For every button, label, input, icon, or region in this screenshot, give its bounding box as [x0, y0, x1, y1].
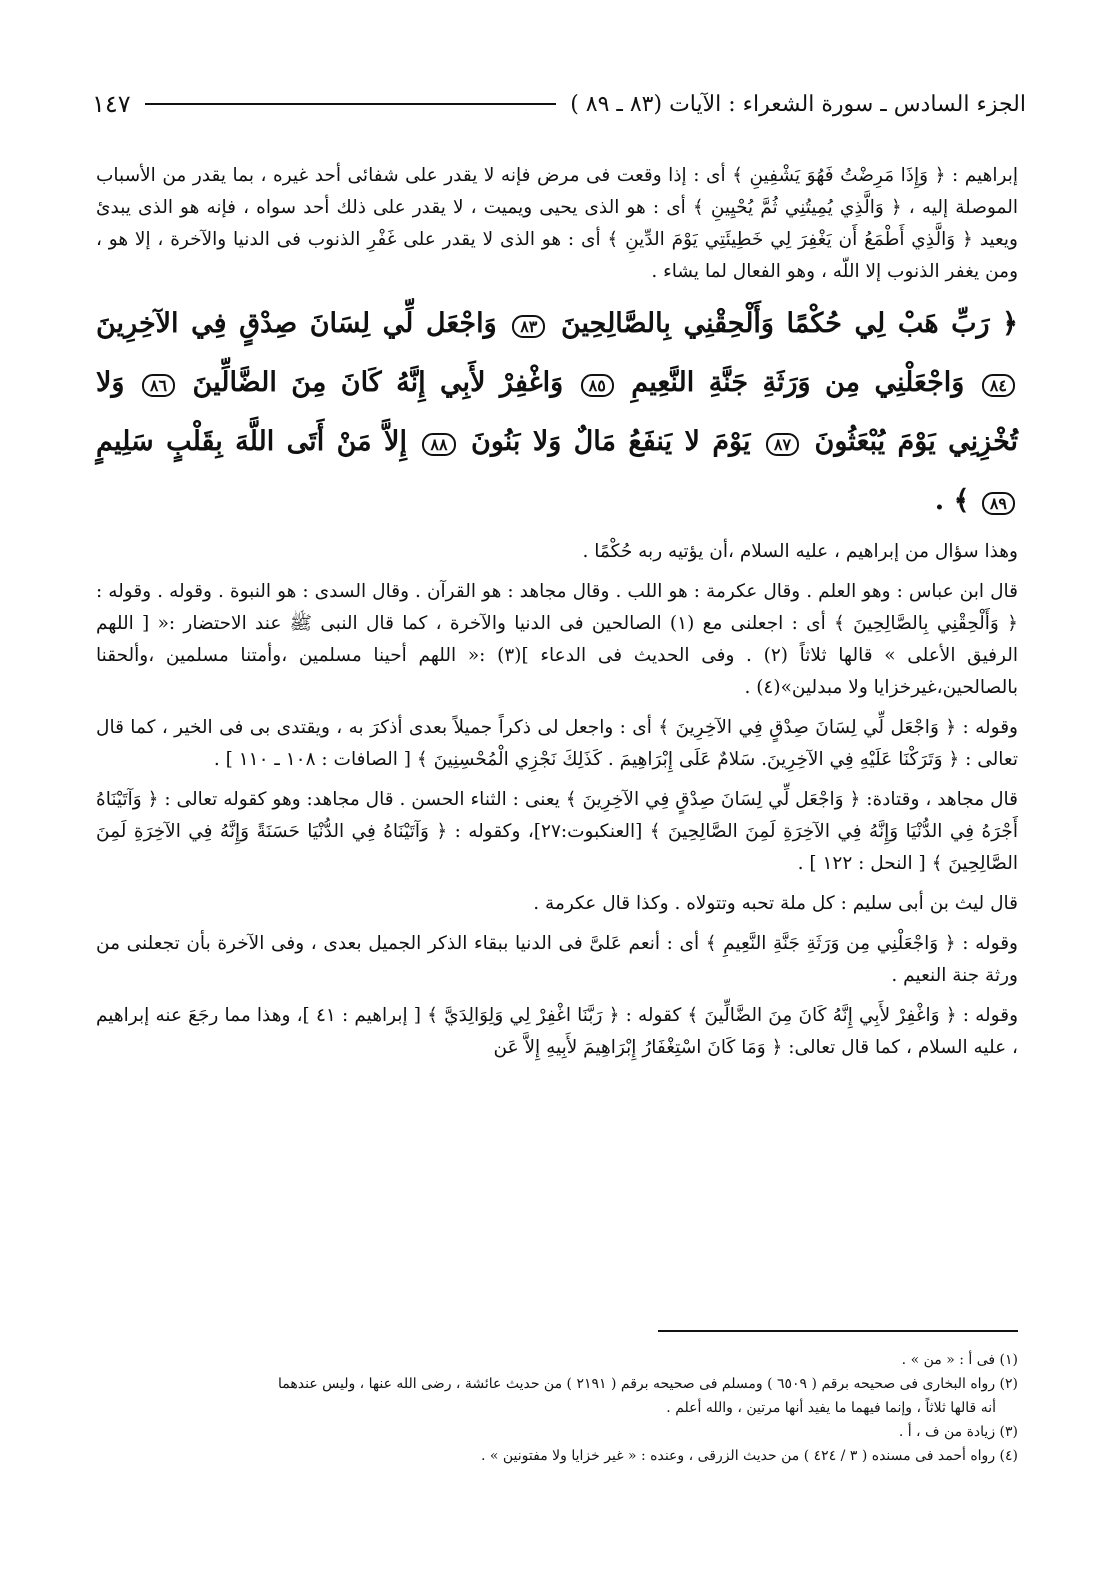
verse-part: إِلاَّ مَنْ أَتَى اللَّهَ بِقَلْبٍ سَلِيمٍ — [96, 426, 407, 457]
ayah-number-marker: ٨٥ — [581, 374, 614, 397]
ayah-number-marker: ٨٣ — [512, 315, 545, 338]
header-rule — [145, 103, 557, 105]
ayah-number-marker: ٨٧ — [766, 433, 799, 456]
ayah-number-marker: ٨٩ — [982, 492, 1015, 515]
commentary-paragraph: وقوله : ﴿ وَاغْفِرْ لأَبِي إِنَّهُ كَانَ مِنَ الضَّالِّينَ ﴾ كقوله : ﴿ رَبَّنَا اغْفِرْ لِي وَلِوَالِدَيَّ ﴾ [ إبراهيم : ٤١ ]، وهذا مما رجَعَ عنه إبراهيم ، عليه السلام ، كما قال تعالى: ﴿ وَمَا كَانَ اسْتِغْفَارُ إِبْرَاهِيمَ لأَبِيهِ إِلاَّ عَن — [96, 1005, 1019, 1058]
quran-verse-block — [96, 296, 1018, 532]
commentary-paragraph: قال ابن عباس : وهو العلم . وقال عكرمة : هو اللب . وقال مجاهد : هو القرآن . وقال السدى : هو النبوة . وقوله . وقوله : ﴿ وَأَلْحِقْنِي بِالصَّالِحِينَ ﴾ أى : اجعلنى مع (١) الصالحين فى الدنيا والآخرة ، كما قال النبى ﷺ عند الاحتضار :« [ اللهم الرفيق الأعلى » قالها ثلاثاً (٢) . وفى الحديث فى الدعاء ](٣) :« اللهم أحينا مسلمين ،وأمتنا مسلمين ،وألحقنا بالصالحين،غيرخزايا ولا مبدلين»(٤) . — [96, 581, 1018, 698]
footnote-separator — [658, 1330, 1018, 1332]
footnote-continuation: أنه قالها ثلاثاً ، وإنما فيهما ما يفيد أنها مرتين ، والله أعلم . — [666, 1400, 996, 1416]
header-title: الجزء السادس ـ سورة الشعراء : الآيات (٨٣ ـ ٨٩ ) — [570, 91, 1026, 117]
footnote: (٢) رواه البخارى فى صحيحه برقم ( ٦٥٠٩ ) ومسلم فى صحيحه برقم ( ٢١٩١ ) من حديث عائشة ، رضى الله عنها ، وليس عندهما — [278, 1376, 1018, 1392]
commentary-paragraph: وهذا سؤال من إبراهيم ، عليه السلام ،أن يؤتيه ربه حُكْمًا . — [582, 541, 1018, 562]
verse-part: وَاغْفِرْ لأَبِي إِنَّهُ كَانَ مِنَ الضَّالِّينَ — [192, 367, 564, 398]
commentary-paragraph: قال ليث بن أبى سليم : كل ملة تحبه وتتولاه . وكذا قال عكرمة . — [533, 893, 1018, 914]
intro-paragraph: إبراهيم : ﴿ وَإِذَا مَرِضْتُ فَهُوَ يَشْفِينِ ﴾ أى : إذا وقعت فى مرض فإنه لا يقدر على شفائى أحد غيره ، بما يقدر من الأسباب الموصلة إليه ، ﴿ وَالَّذِي يُمِيتُنِي ثُمَّ يُحْيِينِ ﴾ أى : هو الذى يحيى ويميت ، لا يقدر على ذلك أحد سواه ، فإنه هو الذى يبدئ ويعيد ﴿ وَالَّذِي أَطْمَعُ أَن يَغْفِرَ لِي خَطِيئَتِي يَوْمَ الدِّينِ ﴾ أى : هو الذى لا يقدر على غَفْرِ الذنوب فى الدنيا والآخرة ، إلا هو ، ومن يغفر الذنوب إلا اللّه ، وهو الفعال لما يشاء . — [96, 165, 1018, 282]
verse-part: وَلا تُخْزِنِي يَوْمَ يُبْعَثُونَ — [96, 367, 1019, 457]
ayah-number-marker: ٨٤ — [982, 374, 1015, 397]
verse-end: ﴾ . — [934, 485, 970, 516]
commentary-paragraph: قال مجاهد ، وقتادة: ﴿ وَاجْعَل لِّي لِسَانَ صِدْقٍ فِي الآخِرِينَ ﴾ يعنى : الثناء الحسن . قال مجاهد: وهو كقوله تعالى : ﴿ وَآتَيْنَاهُ أَجْرَهُ فِي الدُّنْيَا وَإِنَّهُ فِي الآخِرَةِ لَمِنَ الصَّالِحِينَ ﴾ [العنكبوت:٢٧]، وكقوله : ﴿ وَآتَيْنَاهُ فِي الدُّنْيَا حَسَنَةً وَإِنَّهُ فِي الآخِرَةِ لَمِنَ الصَّالِحِينَ ﴾ [ النحل : ١٢٢ ] . — [96, 789, 1018, 874]
ayah-number-marker: ٨٨ — [422, 433, 455, 456]
verse-part: وَاجْعَل لِّي لِسَانَ صِدْقٍ فِي الآخِرِينَ — [96, 308, 497, 339]
verse-part: يَوْمَ لا يَنفَعُ مَالٌ وَلا بَنُونَ — [470, 426, 751, 457]
commentary-paragraph: وقوله : ﴿ وَاجْعَل لِّي لِسَانَ صِدْقٍ فِي الآخِرِينَ ﴾ أى : واجعل لى ذكراً جميلاً بعدى أذكرَ به ، ويقتدى بى فى الخير ، كما قال تعالى : ﴿ وَتَرَكْنَا عَلَيْهِ فِي الآخِرِينَ. سَلامٌ عَلَى إِبْرَاهِيمَ . كَذَلِكَ نَجْزِي الْمُحْسِنِينَ ﴾ [ الصافات : ١٠٨ ـ ١١٠ ] . — [96, 717, 1018, 770]
running-header — [92, 85, 1026, 123]
footnote: (٤) رواه أحمد فى مسنده ( ٣ / ٤٢٤ ) من حديث الزرقى ، وعنده : « غير خزايا ولا مفتونين » . — [480, 1448, 1018, 1464]
footnote: (٣) زيادة من ف ، أ . — [898, 1424, 1018, 1440]
verse-part: ﴿ رَبِّ هَبْ لِي حُكْمًا وَأَلْحِقْنِي بِالصَّالِحِينَ — [560, 308, 1018, 339]
main-text — [96, 160, 1018, 1072]
ayah-number-marker: ٨٦ — [142, 374, 175, 397]
verse-part: وَاجْعَلْنِي مِن وَرَثَةِ جَنَّةِ النَّعِيمِ — [631, 367, 965, 398]
page-number: ١٤٧ — [92, 90, 131, 118]
footnotes — [96, 1348, 1018, 1468]
commentary-paragraph: وقوله : ﴿ وَاجْعَلْنِي مِن وَرَثَةِ جَنَّةِ النَّعِيمِ ﴾ أى : أنعم عَلىَّ فى الدنيا ببقاء الذكر الجميل بعدى ، وفى الآخرة بأن تجعلنى من ورثة جنة النعيم . — [96, 933, 1018, 986]
footnote: (١) فى أ : « من » . — [901, 1352, 1018, 1368]
